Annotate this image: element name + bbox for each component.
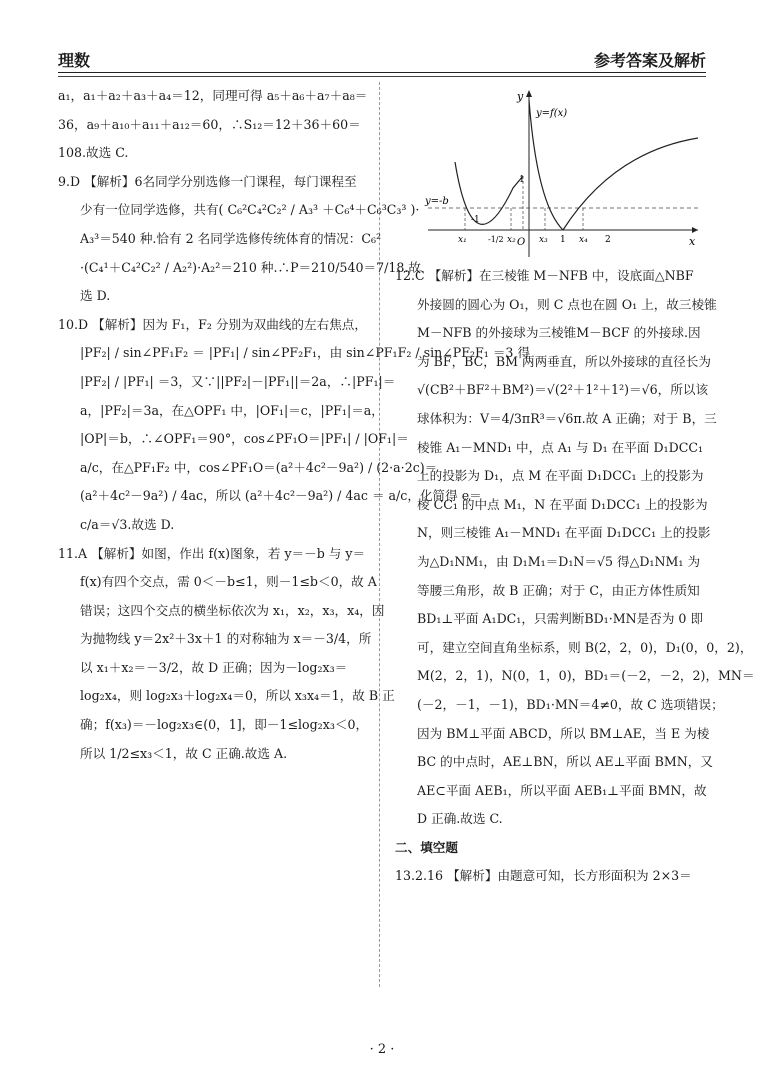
text-line: a₁，a₁＋a₂＋a₃＋a₄＝12，同理可得 a₅＋a₆＋a₇＋a₈＝ <box>58 88 368 103</box>
text-line: √(CB²＋BF²＋BM²)＝√(2²＋1²＋1²)＝√6，所以该 <box>417 382 709 398</box>
tick-x3: x₃ <box>539 235 548 245</box>
text-line: 可，建立空间直角坐标系，则 B(2，2，0)，D₁(0，0，2)， <box>417 639 753 655</box>
text-line: |OP|＝b，∴∠OPF₁＝90°，cos∠PF₁O＝|PF₁| / |OF₁|＝ <box>80 431 409 447</box>
text-line: c/a＝√3.故选 D. <box>80 516 175 532</box>
tick-x4: x₄ <box>579 235 588 245</box>
text-line: 上的投影为 D₁，点 M 在平面 D₁DCC₁ 上的投影为 <box>417 468 704 484</box>
log-curve-left <box>529 100 563 230</box>
text-line: 确；f(x₃)＝－log₂x₃∈(0，1]，即－1≤log₂x₃＜0， <box>80 717 369 733</box>
text-line: 因为 BM⊥平面 ABCD，所以 BM⊥AE，当 E 为棱 <box>417 725 710 741</box>
tick-neg1: -1 <box>471 215 480 225</box>
y-neg-b-label: y=-b <box>425 196 449 207</box>
answer-13-line: 13.2.16 【解析】由题意可知，长方形面积为 2×3＝ <box>395 868 692 884</box>
text-line: f(x)有四个交点，需 0＜－b≤1，则－1≤b＜0，故 A <box>80 574 377 590</box>
origin-label: O <box>517 237 526 248</box>
text-line: N，则三棱锥 A₁－MND₁ 在平面 D₁DCC₁ 上的投影 <box>417 525 711 541</box>
x-axis-arrow-icon <box>692 227 698 233</box>
page-number: · 2 · <box>369 1042 395 1057</box>
tick-y1: 1 <box>519 175 525 185</box>
text-line: |PF₂| / sin∠PF₁F₂ ＝ |PF₁| / sin∠PF₂F₁，由 sin∠PF₁F₂ / sin∠PF₂F₁ ＝3 得 <box>80 345 531 361</box>
text-line: 外接圆的圆心为 O₁，则 C 点也在圆 O₁ 上，故三棱锥 <box>417 296 717 312</box>
right-column <box>395 82 755 891</box>
header-rule <box>58 76 706 77</box>
text-line: 36，a₉＋a₁₀＋a₁₁＋a₁₂＝60，∴S₁₂＝12＋36＋60＝ <box>58 116 361 132</box>
text-line: (－2，－1，－1)，BD₁·MN＝4≠0，故 C 选项错误； <box>417 696 724 712</box>
text-line: 以 x₁＋x₂＝－3/2，故 D 正确；因为－log₂x₃＝ <box>80 659 348 675</box>
answer-12-line: 12.C 【解析】在三棱锥 M－NFB 中，设底面△NBF <box>395 268 694 283</box>
answer-9-line: 9.D 【解析】6名同学分别选修一门课程，每门课程至 <box>58 173 357 189</box>
text-line: a/c，在△PF₁F₂ 中，cos∠PF₁O＝(a²＋4c²－9a²) / (2·a·2c)＝ <box>80 459 438 475</box>
text-line: a，|PF₂|＝3a，在△OPF₁ 中，|OF₁|＝c，|PF₁|＝a， <box>80 402 384 418</box>
text-line: |PF₂| / |PF₁| ＝3，又∵||PF₂|－|PF₁||＝2a，∴|PF₁|＝ <box>80 373 396 389</box>
function-graph-figure <box>413 82 703 262</box>
text-line: AE⊂平面 AEB₁，所以平面 AEB₁⊥平面 BMN，故 <box>417 782 707 798</box>
text-line: BC 的中点时，AE⊥BN，所以 AE⊥平面 BMN，又 <box>417 754 713 770</box>
text-line: 为△D₁NM₁，由 D₁M₁＝D₁N＝√5 得△D₁NM₁ 为 <box>417 553 701 569</box>
curve-label: y=f(x) <box>536 108 568 119</box>
text-line: M－NFB 的外接球为三棱锥M－BCF 的外接球.因 <box>417 325 701 341</box>
tick-x1: x₁ <box>458 235 467 245</box>
text-line: 为 BF，BC，BM 两两垂直，所以外接球的直径长为 <box>417 353 711 369</box>
text-line: 为抛物线 y＝2x²＋3x＋1 的对称轴为 x＝－3/4，所 <box>80 631 372 647</box>
text-line: M(2，2，1)，N(0，1，0)，BD₁＝(－2，－2，2)，MN＝ <box>417 668 755 684</box>
section-title: 二、填空题 <box>395 839 458 855</box>
y-axis-arrow-icon <box>526 90 532 97</box>
text-line: 棱 CC₁ 的中点 M₁，N 在平面 D₁DCC₁ 上的投影为 <box>417 496 708 512</box>
text-line: log₂x₄，则 log₂x₃＋log₂x₄＝0，所以 x₃x₄＝1，故 B 正 <box>80 688 395 704</box>
x-axis-label: x <box>689 235 696 248</box>
text-line: 选 D. <box>80 288 111 304</box>
answer-10-line: 10.D 【解析】因为 F₁，F₂ 分别为双曲线的左右焦点， <box>58 316 367 332</box>
left-column <box>58 82 531 768</box>
subject-title: 理数 <box>58 51 91 70</box>
tick-x2: x₂ <box>507 235 516 245</box>
log-curve-right <box>563 138 698 230</box>
text-line: 等腰三角形，故 B 正确；对于 C，由正方体性质知 <box>417 582 700 598</box>
text-line: ·(C₄¹＋C₄²C₂² / A₂²)·A₂²＝210 种.∴P＝210/540＝7/18.故 <box>80 259 421 275</box>
text-line: A₃³＝540 种.恰有 2 名同学选修传统体育的情况：C₆² <box>80 230 382 246</box>
text-line: BD₁⊥平面 A₁DC₁，只需判断BD₁·MN是否为 0 即 <box>417 611 704 627</box>
text-line: 球体积为：V＝4/3πR³＝√6π.故 A 正确；对于 B，三 <box>417 410 717 426</box>
header-subtitle: 参考答案及解析 <box>593 51 706 70</box>
page-header <box>58 46 706 73</box>
tick-2: 2 <box>605 235 611 245</box>
text-line: 少有一位同学选修，共有( C₆²C₄²C₂² / A₃³ ＋C₆⁴＋C₆³C₃³ )· <box>80 202 420 218</box>
text-line: 错误；这四个交点的横坐标依次为 x₁，x₂，x₃，x₄，因 <box>80 602 385 618</box>
tick-neg-half: -1/2 <box>488 235 504 244</box>
tick-1: 1 <box>560 235 566 245</box>
y-axis-label: y <box>517 90 524 103</box>
text-line: 108.故选 C. <box>58 145 129 161</box>
text-line: 所以 1/2≤x₃＜1，故 C 正确.故选 A. <box>80 745 288 761</box>
text-line: 棱锥 A₁－MND₁ 中，点 A₁ 与 D₁ 在平面 D₁DCC₁ <box>417 439 704 455</box>
answer-11-line: 11.A 【解析】如图，作出 f(x)图象，若 y＝－b 与 y＝ <box>58 545 366 561</box>
text-line: D 正确.故选 C. <box>417 811 503 827</box>
text-line: (a²＋4c²－9a²) / 4ac，所以 (a²＋4c²－9a²) / 4ac ＝ a/c，化简得 e＝ <box>80 488 482 504</box>
